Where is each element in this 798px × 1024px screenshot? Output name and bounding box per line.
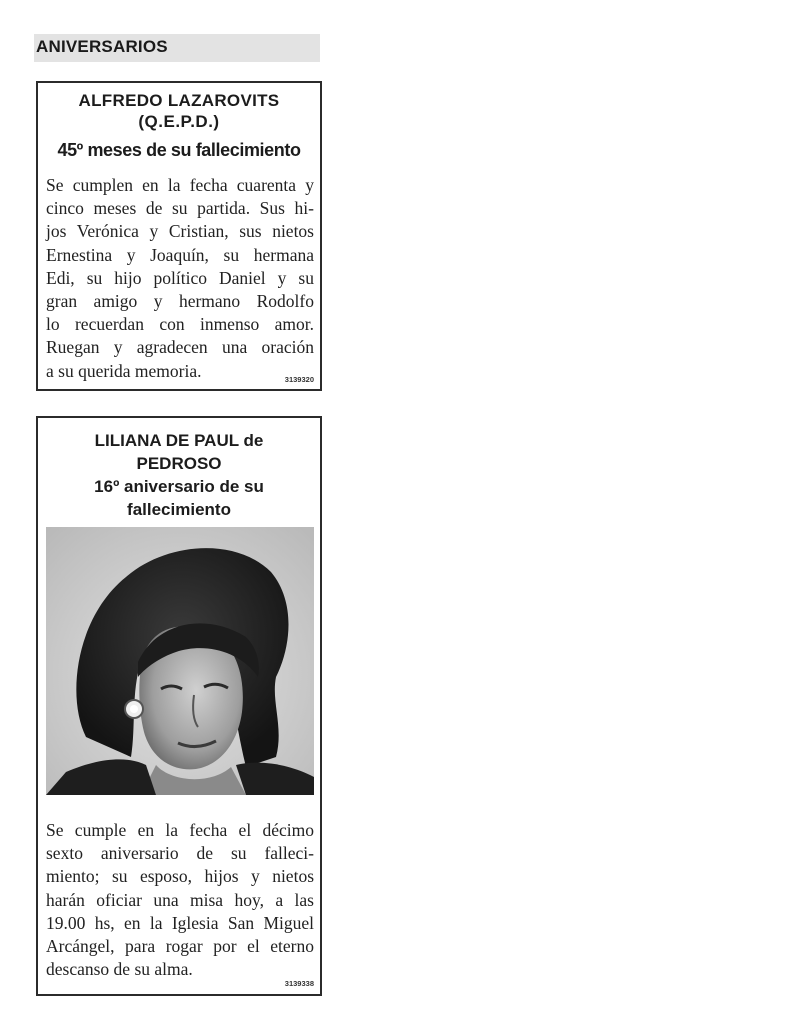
portrait-photo (46, 527, 314, 795)
body-line: Se cumple en la fecha el décimo (46, 820, 314, 840)
body-line: harán oficiar una misa hoy, a las (46, 889, 314, 910)
body-line: a su querida memoria. (46, 360, 202, 381)
body-line: Se cumplen en la fecha cuarenta y (46, 175, 314, 195)
body-line: cinco meses de su partida. Sus hi- (46, 198, 314, 219)
obituary-notice-lazarovits (36, 81, 322, 391)
body-line: miento; su esposo, hijos y nietos (46, 866, 314, 887)
body-line: Ernestina y Joaquín, su hermana (46, 244, 314, 265)
notice-name: ALFREDO LAZAROVITS (78, 91, 280, 110)
notice-subtitle: 45º meses de su fallecimiento (57, 140, 301, 160)
body-line: Edi, su hijo político Daniel y su (46, 267, 314, 288)
notice-name-line: PEDROSO (136, 454, 222, 473)
notice-reference-number: 3139320 (284, 375, 314, 384)
notice-body (46, 174, 314, 383)
notice-name-line: LILIANA DE PAUL de (94, 431, 264, 450)
notice-reference-number: 3139338 (284, 979, 314, 988)
obituary-notice-de-paul (36, 416, 322, 996)
notice-subtitle-line: fallecimiento (127, 500, 231, 519)
notice-subtitle-line: 16º aniversario de su (94, 477, 264, 496)
section-header (34, 34, 320, 62)
body-line: jos Verónica y Cristian, sus nietos (46, 221, 314, 242)
body-line: lo recuerdan con inmenso amor. (46, 314, 314, 335)
notice-title (38, 429, 320, 521)
body-line: descanso de su alma. (46, 959, 193, 980)
notice-honorific: (Q.E.P.D.) (138, 112, 220, 131)
body-line: 19.00 hs, en la Iglesia San Miguel (46, 912, 314, 933)
section-title: ANIVERSARIOS (36, 37, 168, 56)
body-line: sexto aniversario de su falleci- (46, 843, 314, 864)
notice-body (46, 819, 314, 981)
body-line: Ruegan y agradecen una oración (46, 337, 314, 358)
body-line: gran amigo y hermano Rodolfo (46, 291, 314, 312)
body-line: Arcángel, para rogar por el eterno (46, 936, 314, 957)
